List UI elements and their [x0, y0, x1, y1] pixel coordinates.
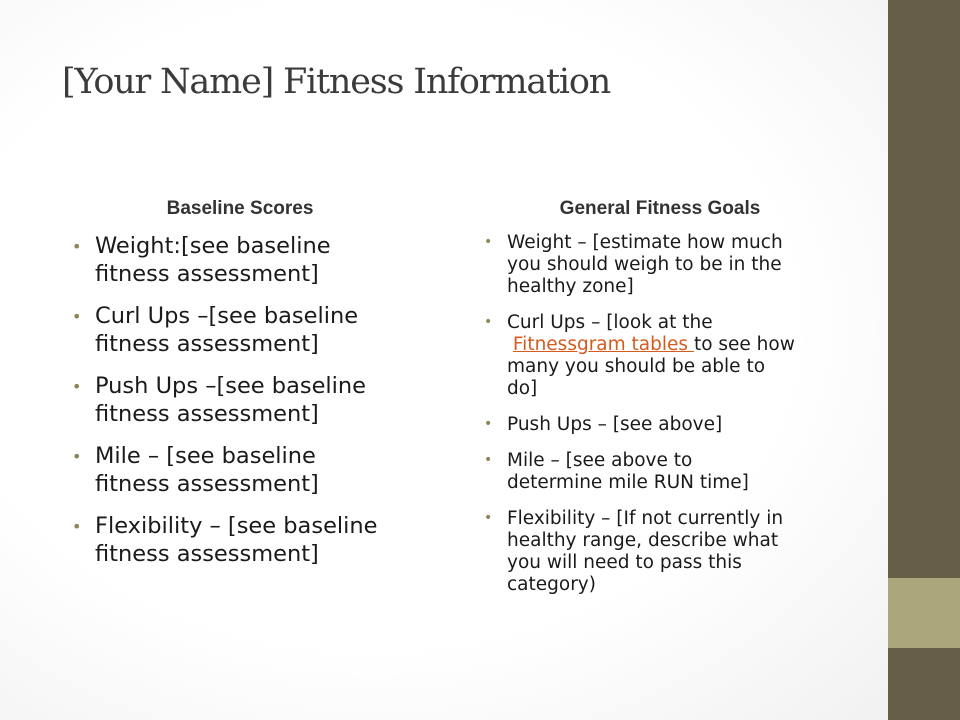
list-item: [72, 442, 432, 498]
item-line: Push Ups –[see baseline: [95, 373, 367, 399]
item-line: fitness assessment]: [95, 401, 319, 427]
list-item: [484, 312, 844, 400]
list-item: [484, 508, 844, 596]
list-item: [72, 302, 432, 358]
item-line: Curl Ups – [look at the: [507, 312, 713, 333]
slide-title: [Your Name] Fitness Information: [62, 62, 611, 102]
item-line: Flexibility – [If not currently in: [507, 508, 784, 529]
side-bar-accent: [888, 578, 960, 648]
bullet-icon: •: [484, 416, 493, 432]
item-line: Weight – [estimate how much: [507, 232, 783, 253]
item-line: healthy range, describe what: [507, 530, 779, 551]
bullet-icon: •: [72, 237, 82, 256]
item-line: Curl Ups –[see baseline: [95, 303, 359, 329]
item-line: many you should be able to: [507, 356, 766, 377]
bullet-icon: •: [72, 447, 82, 466]
side-bar-top: [888, 0, 960, 578]
list-item: [484, 414, 844, 436]
fitnessgram-tables-link[interactable]: Fitnessgram tables: [512, 334, 694, 355]
list-item: [72, 512, 432, 568]
item-line: fitness assessment]: [95, 331, 319, 357]
item-line: you should weigh to be in the: [507, 254, 782, 275]
item-line: determine mile RUN time]: [507, 472, 749, 493]
list-item: [484, 450, 844, 494]
item-line: you will need to pass this: [507, 552, 742, 573]
side-bar-bottom: [888, 648, 960, 720]
bullet-icon: •: [484, 452, 493, 468]
bullet-icon: •: [484, 510, 493, 526]
item-line: fitness assessment]: [95, 261, 319, 287]
bullet-icon: •: [484, 314, 493, 330]
item-line: Mile – [see baseline: [95, 443, 316, 469]
list-item: [72, 372, 432, 428]
item-line: Weight:[see baseline: [95, 233, 331, 259]
bullet-icon: •: [72, 377, 82, 396]
item-line: do]: [507, 378, 538, 399]
item-line: Push Ups – [see above]: [507, 414, 723, 435]
item-line: healthy zone]: [507, 276, 634, 297]
item-line: Flexibility – [see baseline: [95, 513, 378, 539]
bullet-icon: •: [484, 234, 493, 250]
item-line: Mile – [see above to: [507, 450, 693, 471]
item-line: fitness assessment]: [95, 541, 319, 567]
item-line: fitness assessment]: [95, 471, 319, 497]
bullet-icon: •: [72, 517, 82, 536]
baseline-scores-list: [72, 232, 432, 582]
item-line: category): [507, 574, 596, 595]
fitness-goals-heading: General Fitness Goals: [559, 198, 761, 219]
list-item: [72, 232, 432, 288]
baseline-scores-heading: Baseline Scores: [166, 198, 314, 219]
item-line: to see how: [693, 334, 795, 355]
list-item: [484, 232, 844, 298]
bullet-icon: •: [72, 307, 82, 326]
fitness-goals-list: [484, 232, 844, 610]
